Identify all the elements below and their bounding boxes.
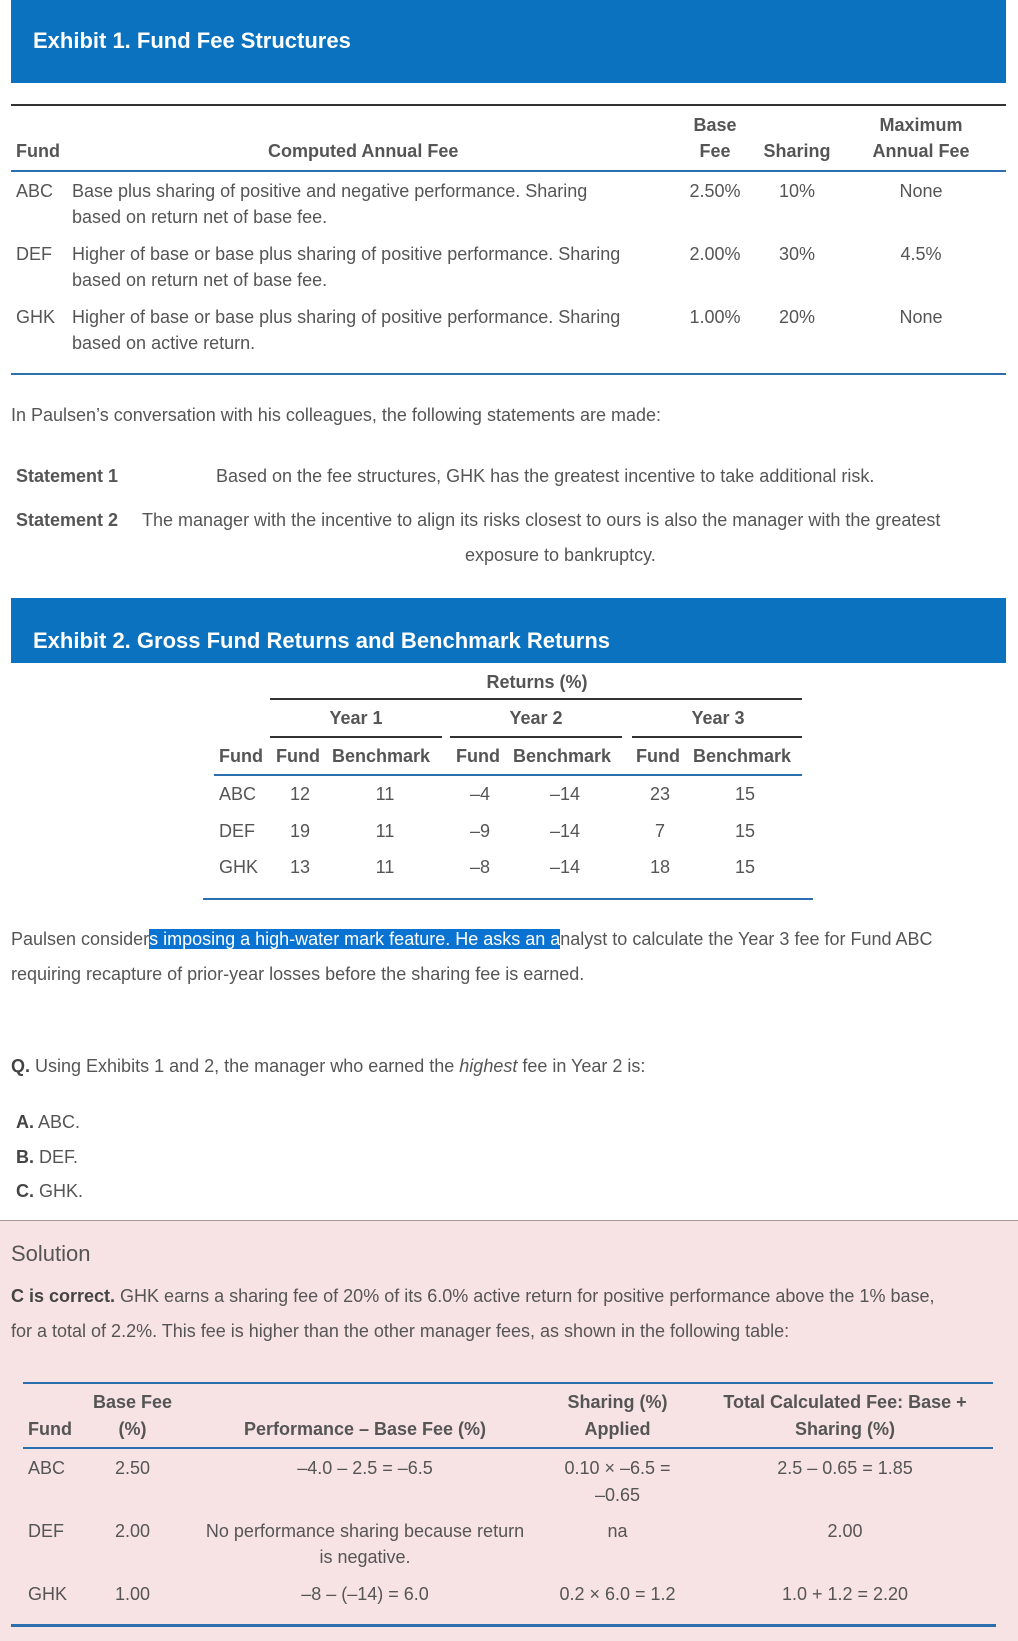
ex1-desc-line2: based on return net of base fee. bbox=[72, 270, 328, 290]
sol-header-total-2: Sharing (%) bbox=[794, 1419, 895, 1439]
ex2-header-rule bbox=[214, 774, 802, 776]
sol-table-top-rule bbox=[23, 1382, 993, 1384]
ex2-fund: GHK bbox=[219, 857, 259, 877]
sol-fund: DEF bbox=[28, 1521, 64, 1541]
ex1-header-computed: Computed Annual Fee bbox=[268, 141, 459, 161]
ex1-desc-line2: based on active return. bbox=[72, 333, 256, 353]
ex2-year2-rule bbox=[450, 736, 622, 738]
statement2-label: Statement 2 bbox=[16, 510, 119, 530]
sol-header-base-2: (%) bbox=[118, 1419, 147, 1439]
ex1-max: 4.5% bbox=[900, 244, 942, 264]
ex2-y3-bench: 15 bbox=[734, 857, 756, 877]
ex2-header-y3-bench: Benchmark bbox=[693, 746, 792, 766]
statement1-label: Statement 1 bbox=[16, 466, 119, 486]
solution-explanation: GHK earns a sharing fee of 20% of its 6.0% active return for positive performance above the 1% base, bbox=[115, 1286, 935, 1306]
ex2-y1-fund: 19 bbox=[289, 821, 311, 841]
ex2-y2-bench: –14 bbox=[549, 821, 581, 841]
ex2-y3-fund: 23 bbox=[649, 784, 671, 804]
scenario-paragraph-line1[interactable] bbox=[11, 929, 933, 950]
ex1-header-sharing: Sharing bbox=[763, 141, 831, 161]
ex1-header-fund: Fund bbox=[16, 141, 60, 161]
exhibit1-header-rule bbox=[11, 170, 1006, 172]
sol-base: 1.00 bbox=[114, 1584, 151, 1604]
ex1-header-base-2: Fee bbox=[699, 141, 731, 161]
ex1-max: None bbox=[899, 181, 943, 201]
option-text: ABC. bbox=[34, 1112, 81, 1132]
intro-text: In Paulsen’s conversation with his colleagues, the following statements are made: bbox=[11, 405, 662, 425]
solution-text-line1 bbox=[11, 1286, 935, 1307]
ex1-header-max-2: Annual Fee bbox=[872, 141, 970, 161]
ex2-year2: Year 2 bbox=[509, 708, 563, 728]
ex2-y3-fund: 18 bbox=[649, 857, 671, 877]
sol-header-perf: Performance – Base Fee (%) bbox=[243, 1419, 487, 1439]
solution-answer: C is correct. bbox=[11, 1286, 116, 1306]
ex2-y2-fund: –9 bbox=[469, 821, 491, 841]
ex2-year3: Year 3 bbox=[691, 708, 745, 728]
option-c[interactable] bbox=[16, 1181, 83, 1202]
sol-table-bottom-rule bbox=[11, 1624, 996, 1627]
ex2-year1: Year 1 bbox=[329, 708, 383, 728]
ex1-header-max-1: Maximum bbox=[879, 115, 963, 135]
sol-base: 2.00 bbox=[114, 1521, 151, 1541]
ex2-returns-rule bbox=[270, 698, 802, 700]
sol-header-sharing-2: Applied bbox=[584, 1419, 651, 1439]
sol-perf-line1: –4.0 – 2.5 = –6.5 bbox=[297, 1458, 433, 1478]
exhibit2-title: Exhibit 2. Gross Fund Returns and Benchmark Returns bbox=[33, 628, 610, 653]
statement2-text-line1: The manager with the incentive to align its risks closest to ours is also the manager with the greatest bbox=[142, 510, 941, 530]
exhibit1-banner bbox=[11, 0, 1006, 83]
question-text bbox=[11, 1056, 645, 1077]
ex1-max: None bbox=[899, 307, 943, 327]
ex1-fund: ABC bbox=[16, 181, 54, 201]
sol-perf-line2: is negative. bbox=[319, 1547, 411, 1567]
sol-header-base-1: Base Fee bbox=[92, 1392, 173, 1412]
ex1-base: 2.50% bbox=[689, 181, 741, 201]
sol-total: 2.00 bbox=[827, 1521, 863, 1541]
ex1-base: 1.00% bbox=[689, 307, 741, 327]
ex2-fund: DEF bbox=[219, 821, 255, 841]
ex2-y1-bench: 11 bbox=[375, 821, 395, 841]
ex2-year3-rule bbox=[632, 736, 802, 738]
ex2-y2-fund: –8 bbox=[469, 857, 491, 877]
ex1-base: 2.00% bbox=[689, 244, 741, 264]
question-prefix: Q. bbox=[11, 1056, 31, 1076]
sol-sharing-line1: 0.10 × –6.5 = bbox=[564, 1458, 671, 1478]
ex1-fund: DEF bbox=[16, 244, 52, 264]
option-text: GHK. bbox=[34, 1181, 84, 1201]
ex1-sharing: 10% bbox=[778, 181, 816, 201]
sol-sharing-line1: 0.2 × 6.0 = 1.2 bbox=[559, 1584, 676, 1604]
sol-header-fund: Fund bbox=[28, 1419, 72, 1439]
exhibit1-top-rule bbox=[11, 104, 1006, 106]
ex1-sharing: 30% bbox=[778, 244, 816, 264]
option-b[interactable] bbox=[16, 1147, 78, 1168]
ex2-bottom-rule bbox=[203, 898, 813, 900]
solution-title: Solution bbox=[11, 1241, 91, 1266]
ex2-y3-bench: 15 bbox=[734, 784, 756, 804]
ex2-header-y3-fund: Fund bbox=[636, 746, 680, 766]
option-letter: B. bbox=[16, 1147, 34, 1167]
ex2-header-y1-fund: Fund bbox=[276, 746, 320, 766]
ex2-y2-fund: –4 bbox=[469, 784, 491, 804]
ex1-desc-line1: Higher of base or base plus sharing of positive performance. Sharing bbox=[72, 307, 621, 327]
ex2-header-fund: Fund bbox=[219, 746, 263, 766]
ex2-returns-header: Returns (%) bbox=[486, 672, 588, 692]
ex2-y1-fund: 12 bbox=[289, 784, 311, 804]
sol-sharing-line2: –0.65 bbox=[594, 1485, 641, 1505]
ex2-fund: ABC bbox=[219, 784, 257, 804]
selected-text[interactable]: s imposing a high-water mark feature. He asks an a bbox=[149, 929, 561, 949]
statement1-text: Based on the fee structures, GHK has the greatest incentive to take additional risk. bbox=[216, 466, 875, 486]
ex2-year1-rule bbox=[270, 736, 442, 738]
ex2-y3-bench: 15 bbox=[734, 821, 756, 841]
sol-perf-line1: –8 – (–14) = 6.0 bbox=[301, 1584, 429, 1604]
ex2-y1-fund: 13 bbox=[289, 857, 311, 877]
ex1-header-base-1: Base bbox=[693, 115, 737, 135]
sol-fund: ABC bbox=[28, 1458, 66, 1478]
ex2-header-y2-fund: Fund bbox=[456, 746, 500, 766]
scenario-paragraph-line2: requiring recapture of prior-year losses before the sharing fee is earned. bbox=[11, 964, 585, 984]
ex1-sharing: 20% bbox=[778, 307, 816, 327]
sol-total: 1.0 + 1.2 = 2.20 bbox=[781, 1584, 909, 1604]
paragraph-text: nalyst to calculate the Year 3 fee for Fund ABC bbox=[560, 929, 933, 949]
sol-header-sharing-1: Sharing (%) bbox=[567, 1392, 668, 1412]
exhibit1-bottom-rule bbox=[11, 373, 1006, 375]
statement2-text-line2: exposure to bankruptcy. bbox=[465, 545, 656, 565]
sol-perf-line1: No performance sharing because return bbox=[205, 1521, 525, 1541]
ex2-y1-bench: 11 bbox=[375, 784, 395, 804]
sol-table-header-rule bbox=[23, 1447, 993, 1449]
option-letter: C. bbox=[16, 1181, 34, 1201]
ex2-y2-bench: –14 bbox=[549, 857, 581, 877]
option-letter: A. bbox=[16, 1112, 34, 1132]
question-body: Using Exhibits 1 and 2, the manager who earned the bbox=[30, 1056, 460, 1076]
option-a[interactable] bbox=[16, 1112, 80, 1133]
question-body-end: fee in Year 2 is: bbox=[517, 1056, 646, 1076]
ex1-desc-line2: based on return net of base fee. bbox=[72, 207, 328, 227]
ex2-y3-fund: 7 bbox=[654, 821, 665, 841]
ex1-desc-line1: Base plus sharing of positive and negative performance. Sharing bbox=[72, 181, 588, 201]
ex1-desc-line1: Higher of base or base plus sharing of positive performance. Sharing bbox=[72, 244, 621, 264]
sol-total: 2.5 – 0.65 = 1.85 bbox=[777, 1458, 913, 1478]
paragraph-text: Paulsen consider bbox=[11, 929, 150, 949]
ex2-y2-bench: –14 bbox=[549, 784, 581, 804]
ex1-fund: GHK bbox=[16, 307, 56, 327]
exhibit2-banner bbox=[11, 598, 1006, 663]
sol-base: 2.50 bbox=[114, 1458, 151, 1478]
sol-header-total-1: Total Calculated Fee: Base + bbox=[723, 1392, 967, 1412]
option-text: DEF. bbox=[34, 1147, 79, 1167]
sol-sharing-line1: na bbox=[607, 1521, 628, 1541]
ex2-header-y1-bench: Benchmark bbox=[332, 746, 431, 766]
ex2-y1-bench: 11 bbox=[375, 857, 395, 877]
sol-fund: GHK bbox=[28, 1584, 68, 1604]
ex2-header-y2-bench: Benchmark bbox=[513, 746, 612, 766]
exhibit1-title: Exhibit 1. Fund Fee Structures bbox=[33, 28, 351, 53]
question-emphasis: highest bbox=[459, 1056, 518, 1076]
solution-text-line2: for a total of 2.2%. This fee is higher than the other manager fees, as shown in the following table: bbox=[11, 1321, 790, 1341]
